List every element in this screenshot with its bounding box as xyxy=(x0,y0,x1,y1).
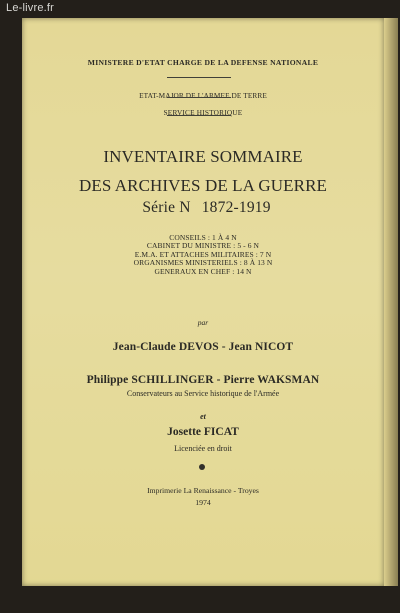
book-title-line-2: DES ARCHIVES DE LA GUERRE xyxy=(78,176,328,195)
author-intro: par xyxy=(197,318,209,327)
contents-line: ORGANISMES MINISTERIELS : 8 À 13 N xyxy=(133,258,273,268)
contents-line: CABINET DU MINISTRE : 5 - 6 N xyxy=(146,241,260,251)
ornament-dot xyxy=(199,464,205,470)
contents-line: CONSEILS : 1 À 4 N xyxy=(169,233,237,242)
service-heading: SERVICE HISTORIQUE xyxy=(163,108,243,117)
series-contents xyxy=(22,234,384,276)
printer-line: Imprimerie La Renaissance - Troyes xyxy=(147,486,259,495)
heading-divider xyxy=(167,115,231,116)
book-cover xyxy=(22,18,384,586)
watermark-text: Le-livre.fr xyxy=(6,2,55,14)
publication-year: 1974 xyxy=(195,498,211,507)
conjunction: et xyxy=(200,412,206,421)
state-heading: ETAT-MAJOR DE L'ARMEE DE TERRE xyxy=(139,91,267,100)
series-name: Série N xyxy=(142,199,191,216)
series-line xyxy=(22,199,384,217)
heading-divider xyxy=(167,97,231,98)
ministry-heading: MINISTERE D'ETAT CHARGE DE LA DEFENSE NATIONALE xyxy=(87,58,319,67)
additional-affiliation: Licenciée en droit xyxy=(174,444,232,453)
contents-line: E.M.A. ET ATTACHES MILITAIRES : 7 N xyxy=(134,249,272,259)
additional-author: Josette FICAT xyxy=(167,426,239,438)
authors-affiliation: Conservateurs au Service historique de l'Armée xyxy=(126,389,280,398)
authors-line-2: Philippe SCHILLINGER - Pierre WAKSMAN xyxy=(86,374,320,386)
series-years: 1872-1919 xyxy=(201,199,271,216)
book-title-line-1: INVENTAIRE SOMMAIRE xyxy=(103,147,303,166)
authors-line-1: Jean-Claude DEVOS - Jean NICOT xyxy=(112,341,294,353)
contents-line: GENERAUX EN CHEF : 14 N xyxy=(154,266,252,276)
heading-divider xyxy=(167,77,231,78)
